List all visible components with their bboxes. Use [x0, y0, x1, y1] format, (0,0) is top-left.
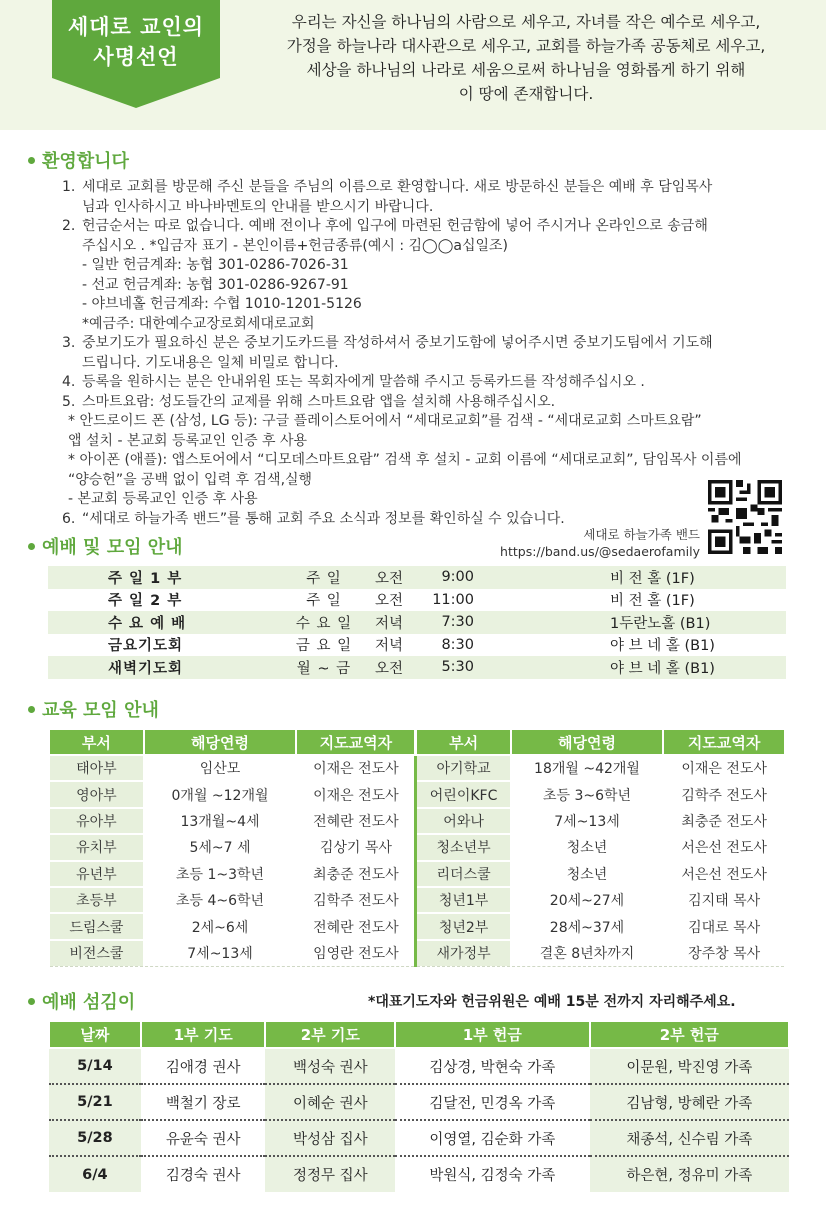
duty-note: *대표기도자와 헌금위원은 예배 15분 전까지 자리해주세요.: [368, 994, 736, 1010]
col-header-offering1: 1부 헌금: [395, 1021, 589, 1048]
dept-cell: 어린이KFC: [416, 781, 511, 807]
dept-cell: 유아부: [49, 808, 144, 834]
service-ampm: 오전: [374, 570, 403, 587]
service-place: 야 브 네 홀 (B1): [610, 638, 715, 655]
col-header-prayer1: 1부 기도: [141, 1021, 266, 1048]
prayer1-cell: 김경숙 권사: [165, 1168, 241, 1184]
service-day: 금 요 일: [295, 638, 353, 655]
leader-cell: 김지태 목사: [663, 887, 785, 913]
age-cell: 초등 4~6학년: [144, 887, 297, 913]
item-number: 4.: [62, 374, 76, 390]
education-header-row: [49, 729, 785, 755]
col-header-offering2: 2부 헌금: [590, 1021, 789, 1048]
prayer2-cell: 정정무 집사: [265, 1156, 395, 1192]
age-cell: 7세~13세: [511, 808, 664, 834]
welcome-item: [62, 256, 802, 334]
service-ampm: 저녁: [374, 638, 403, 655]
leader-cell: 이재은 전도사: [296, 781, 416, 807]
col-header-dept: 부서: [49, 729, 144, 755]
mission-title-line2: 사명선언: [93, 45, 179, 69]
offering1-cell: 김달전, 민경옥 가족: [395, 1084, 589, 1120]
service-day: 주 일: [306, 570, 342, 587]
age-cell: 20세~27세: [511, 887, 664, 913]
service-place: 1두란노홀 (B1): [610, 615, 711, 632]
prayer1-cell: 백철기 장로: [141, 1084, 266, 1120]
item-text: 중보기도가 필요하신 분은 중보기도카드를 작성하셔서 중보기도함에 넣어주시면 중보기도팀에서 기도해 드립니다. 기도내용은 일체 비밀로 합니다.: [82, 335, 713, 371]
prayer2-cell: 이혜순 권사: [265, 1084, 395, 1120]
bullet-icon: [28, 998, 35, 1005]
offering1-cell: 박원식, 김정숙 가족: [429, 1168, 556, 1184]
prayer1-cell: 김애경 권사: [141, 1048, 266, 1084]
welcome-item: [62, 393, 802, 413]
prayer1-cell: 유윤숙 권사: [141, 1120, 266, 1156]
bullet-icon: [28, 706, 35, 713]
band-url-link[interactable]: https://band.us/@sedaerofamily: [500, 544, 700, 559]
dept-cell: 초등부: [49, 887, 144, 913]
age-cell: 18개월 ~42개월: [511, 755, 664, 781]
date-cell: 5/28: [49, 1120, 141, 1156]
mission-title: [52, 12, 220, 72]
duty-title-text: 예배 섬김이: [42, 992, 136, 1013]
creed-line: 가정을 하늘나라 대사관으로 세우고, 교회를 하늘가족 공동체로 세우고,: [286, 37, 766, 55]
offering1-cell: 이영열, 김순화 가족: [395, 1120, 589, 1156]
leader-cell: 서은선 전도사: [663, 834, 785, 860]
service-ampm: 오전: [374, 593, 403, 610]
welcome-item: [62, 178, 802, 217]
creed-line: 이 땅에 존재합니다.: [458, 85, 594, 103]
service-time: 9:00: [441, 569, 474, 586]
dept-cell: 어와나: [416, 808, 511, 834]
leader-cell: 장주창 목사: [663, 940, 785, 966]
offering2-cell: 채종석, 신수림 가족: [590, 1120, 789, 1156]
service-row: [48, 611, 786, 634]
service-name: 새벽기도회: [108, 660, 184, 677]
education-row: [49, 834, 785, 860]
dept-cell: 아기학교: [416, 755, 511, 781]
service-schedule-table: [48, 566, 786, 679]
service-place: 비 전 홀 (1F): [610, 570, 695, 587]
service-day: 월 ~ 금: [296, 660, 352, 677]
age-cell: 초등 1~3학년: [144, 861, 297, 887]
col-header-dept: 부서: [416, 729, 511, 755]
age-cell: 7세~13세: [144, 940, 297, 966]
age-cell: 2세~6세: [144, 913, 297, 939]
mission-header: [0, 0, 826, 130]
service-time: 5:30: [441, 659, 474, 676]
service-name: 주 일 1 부: [108, 570, 183, 587]
age-cell: 임산모: [144, 755, 297, 781]
mission-title-line1: 세대로 교인의: [67, 15, 205, 39]
offering1-cell: 김상경, 박현숙 가족: [395, 1048, 589, 1084]
leader-cell: 김학주 전도사: [663, 781, 785, 807]
dept-cell: 청소년부: [416, 834, 511, 860]
date-cell: 6/4: [49, 1156, 141, 1192]
service-place: 야 브 네 홀 (B1): [610, 660, 715, 677]
service-time: 8:30: [441, 636, 474, 653]
item-text: 스마트요람: 성도들간의 교제를 위해 스마트요람 앱을 설치해 사용해주십시오.: [82, 393, 556, 410]
creed-line: 우리는 자신을 하나님의 사람으로 세우고, 자녀를 작은 예수로 세우고,: [291, 13, 761, 31]
education-row: [49, 887, 785, 913]
service-name: 금요기도회: [108, 638, 184, 655]
leader-cell: 전혜란 전도사: [296, 913, 416, 939]
leader-cell: 전혜란 전도사: [296, 808, 416, 834]
dept-cell: 유치부: [49, 834, 144, 860]
age-cell: 28세~37세: [511, 913, 664, 939]
education-row: [49, 913, 785, 939]
date-cell: 5/21: [49, 1084, 141, 1120]
band-info: [470, 526, 700, 560]
col-header-prayer2: 2부 기도: [265, 1021, 395, 1048]
leader-cell: 임영란 전도사: [296, 940, 416, 966]
service-row: [48, 589, 786, 612]
welcome-list: [62, 178, 802, 529]
welcome-item: [62, 412, 802, 510]
duty-row: [49, 1120, 789, 1156]
col-header-age: 해당연령: [144, 729, 297, 755]
welcome-section-title: [28, 147, 129, 173]
education-row: [49, 940, 785, 966]
item-number: 1.: [62, 179, 76, 195]
age-cell: 5세~7 세: [144, 834, 297, 860]
services-title-text: 예배 및 모임 안내: [42, 537, 183, 558]
welcome-item: [62, 217, 802, 256]
dept-cell: 유년부: [49, 861, 144, 887]
education-row: [49, 781, 785, 807]
offering-accounts: - 일반 헌금계좌: 농협 301-0286-7026-31 - 선교 헌금계좌: 농협 301-0286-9267-91 - 야브네홀 헌금계좌: 수협 1010-1201-5126 *예금주: 대한예수교장로회세대로교회: [82, 257, 362, 332]
dept-cell: 비전스쿨: [49, 940, 144, 966]
duty-row: [49, 1048, 789, 1084]
offering2-cell: 이문원, 박진영 가족: [590, 1048, 789, 1084]
item-number: 3.: [62, 335, 76, 351]
age-cell: 0개월 ~12개월: [144, 781, 297, 807]
education-title-text: 교육 모임 안내: [42, 700, 159, 721]
services-section-title: [28, 533, 183, 559]
bullet-icon: [28, 157, 35, 164]
item-text: 세대로 교회를 방문해 주신 분들을 주님의 이름으로 환영합니다. 새로 방문하신 분들은 예배 후 담임목사 님과 인사하시고 바나바멘토의 안내를 받으시기 바랍니다.: [82, 179, 713, 215]
service-time: 7:30: [441, 614, 474, 631]
service-ampm: 저녁: [374, 615, 403, 632]
offering2-cell: 하은현, 정유미 가족: [590, 1156, 789, 1192]
service-day: 수 요 일: [295, 615, 353, 632]
dept-cell: 드림스쿨: [49, 913, 144, 939]
age-cell: 결혼 8년차까지: [511, 940, 664, 966]
band-name: 세대로 하늘가족 밴드: [583, 527, 700, 542]
dept-cell: 태아부: [49, 755, 144, 781]
col-header-age: 해당연령: [511, 729, 664, 755]
creed-line: 세상을 하나님의 나라로 세움으로써 하나님을 영화롭게 하기 위해: [306, 61, 746, 79]
service-name: 주 일 2 부: [108, 593, 183, 610]
col-header-leader: 지도교역자: [296, 729, 416, 755]
col-header-leader: 지도교역자: [663, 729, 785, 755]
item-text: 등록을 원하시는 분은 안내위원 또는 목회자에게 말씀해 주시고 등록카드를 작성해주십시오 .: [82, 374, 645, 390]
item-number: 2.: [62, 218, 76, 234]
leader-cell: 이재은 전도사: [663, 755, 785, 781]
dept-cell: 리더스쿨: [416, 861, 511, 887]
duty-section-title: [28, 988, 135, 1014]
dept-cell: 새가정부: [416, 940, 511, 966]
date-cell: 5/14: [49, 1048, 141, 1084]
offering2-cell: 김남형, 방혜란 가족: [590, 1084, 789, 1120]
welcome-title-text: 환영합니다: [42, 151, 129, 172]
education-table: [48, 728, 786, 967]
duty-row: [49, 1156, 789, 1192]
leader-cell: 최충준 전도사: [296, 861, 416, 887]
duty-table: [48, 1020, 790, 1192]
dept-cell: 청년1부: [416, 887, 511, 913]
item-text: “세대로 하늘가족 밴드”를 통해 교회 주요 소식과 정보를 확인하실 수 있습니다.: [82, 510, 565, 527]
smart-yoram-instructions: * 안드로이드 폰 (삼성, LG 등): 구글 플레이스토어에서 “세대로교회”를 검색 - “세대로교회 스마트요람” 앱 설치 - 본교회 등록교인 인증 후 사용 * 아이폰 (애플): 앱스토어에서 “디모데스마트요람” 검색 후 설치 - 교회 이름에 “세대로교회”, 담임목사 이름에 “양승헌”을 공백 없이 입력 후 검색,실행 - 본교회 등록교인 인증 후 사용: [68, 413, 742, 507]
age-cell: 13개월~4세: [144, 808, 297, 834]
prayer2-cell: 박성삼 집사: [265, 1120, 395, 1156]
education-section-title: [28, 696, 159, 722]
service-ampm: 오전: [374, 660, 403, 677]
item-number-blank: [62, 256, 82, 334]
duty-row: [49, 1084, 789, 1120]
education-row: [49, 808, 785, 834]
dept-cell: 영아부: [49, 781, 144, 807]
col-header-date: 날짜: [49, 1021, 141, 1048]
item-number: 5.: [62, 393, 76, 410]
service-row: [48, 656, 786, 679]
leader-cell: 김상기 목사: [296, 834, 416, 860]
leader-cell: 이재은 전도사: [296, 755, 416, 781]
leader-cell: 김학주 전도사: [296, 887, 416, 913]
service-row: [48, 566, 786, 589]
service-row: [48, 634, 786, 657]
leader-cell: 김대로 목사: [663, 913, 785, 939]
leader-cell: 서은선 전도사: [663, 861, 785, 887]
item-number: 6.: [62, 510, 76, 527]
prayer2-cell: 백성숙 권사: [265, 1048, 395, 1084]
service-day: 주 일: [306, 593, 342, 610]
qr-code-icon[interactable]: [708, 480, 782, 554]
item-text: 헌금순서는 따로 없습니다. 예배 전이나 후에 입구에 마련된 헌금함에 넣어 주시거나 온라인으로 송금해 주십시오 . *입금자 표기 - 본인이름+헌금종류(예시 : 김◯◯a십일조): [82, 218, 708, 254]
age-cell: 청소년: [511, 834, 664, 860]
mission-statement: [240, 10, 812, 106]
duty-header-row: [49, 1021, 789, 1048]
education-row: [49, 755, 785, 781]
welcome-item: [62, 334, 802, 373]
age-cell: 청소년: [511, 861, 664, 887]
service-time: 11:00: [432, 591, 474, 608]
age-cell: 초등 3~6학년: [511, 781, 664, 807]
bullet-icon: [28, 543, 35, 550]
dept-cell: 청년2부: [416, 913, 511, 939]
welcome-item: [62, 373, 802, 393]
leader-cell: 최충준 전도사: [663, 808, 785, 834]
service-name: 수 요 예 배: [108, 615, 187, 632]
service-place: 비 전 홀 (1F): [610, 593, 695, 610]
education-row: [49, 861, 785, 887]
